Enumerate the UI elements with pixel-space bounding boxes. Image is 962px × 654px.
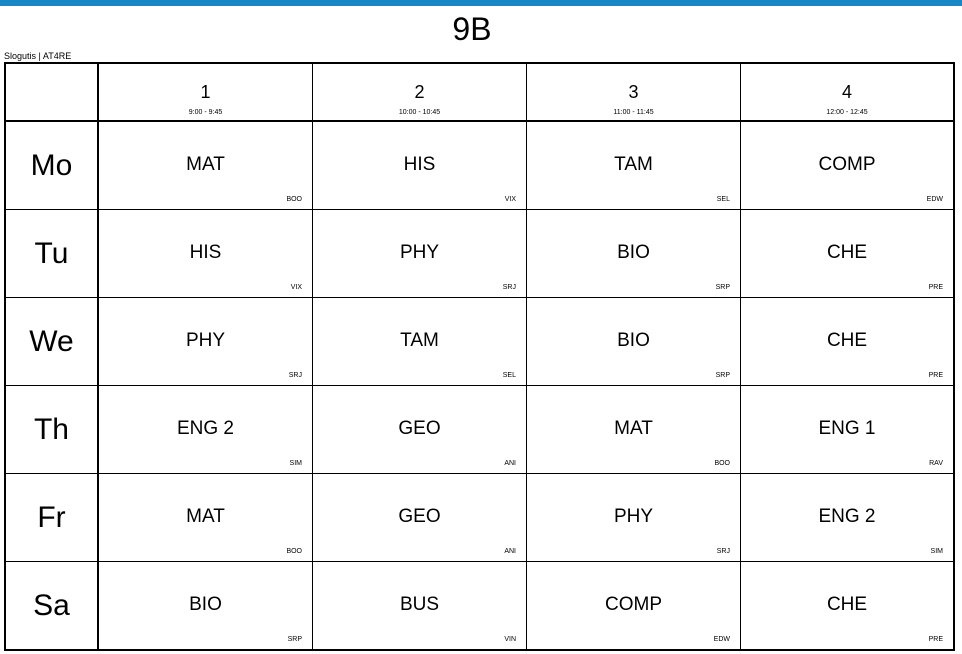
teacher-code: VIN bbox=[504, 636, 516, 643]
top-accent-bar bbox=[0, 0, 962, 6]
page-title: 9B bbox=[452, 11, 492, 47]
subject-label: BIO bbox=[617, 330, 650, 351]
lesson-cell bbox=[527, 210, 741, 298]
period-number: 1 bbox=[200, 82, 211, 102]
subject-label: HIS bbox=[403, 154, 436, 175]
subject-label: COMP bbox=[818, 154, 876, 175]
subject-label: PHY bbox=[613, 506, 654, 527]
teacher-code: SRP bbox=[287, 636, 302, 643]
subject-label: TAM bbox=[400, 330, 439, 351]
lesson-cell bbox=[313, 474, 527, 562]
teacher-code: SEL bbox=[502, 372, 516, 379]
day-label-cell bbox=[6, 122, 99, 210]
app-label: Slogutis | AT4RE bbox=[4, 51, 72, 61]
period-time: 12:00 - 12:45 bbox=[826, 109, 868, 116]
day-label: Mo bbox=[30, 148, 73, 182]
lesson-cell bbox=[99, 474, 313, 562]
teacher-code: ANI bbox=[504, 548, 516, 555]
teacher-code: PRE bbox=[928, 636, 943, 643]
day-label-cell bbox=[6, 562, 99, 649]
lesson-cell bbox=[527, 122, 741, 210]
period-number: 3 bbox=[628, 82, 639, 102]
lesson-cell bbox=[99, 122, 313, 210]
lesson-cell bbox=[313, 386, 527, 474]
subject-label: BIO bbox=[617, 242, 650, 263]
subject-label: CHE bbox=[826, 242, 868, 263]
subject-label: ENG 2 bbox=[176, 418, 235, 439]
lesson-cell bbox=[99, 210, 313, 298]
teacher-code: SRP bbox=[715, 372, 730, 379]
lesson-cell bbox=[527, 386, 741, 474]
day-label: We bbox=[29, 324, 74, 358]
teacher-code: VIX bbox=[504, 196, 516, 203]
period-time: 11:00 - 11:45 bbox=[613, 109, 654, 116]
subject-label: GEO bbox=[398, 506, 441, 527]
subject-label: MAT bbox=[186, 154, 225, 175]
period-header-4 bbox=[741, 64, 953, 122]
subject-label: HIS bbox=[189, 242, 222, 263]
teacher-code: EDW bbox=[926, 196, 943, 203]
day-label-cell bbox=[6, 474, 99, 562]
teacher-code: BOO bbox=[286, 548, 302, 555]
period-header-1 bbox=[99, 64, 313, 122]
day-label: Th bbox=[33, 412, 69, 446]
lesson-cell bbox=[741, 298, 953, 386]
teacher-code: EDW bbox=[713, 636, 730, 643]
lesson-cell bbox=[741, 386, 953, 474]
subject-label: BIO bbox=[189, 594, 222, 615]
subject-label: TAM bbox=[614, 154, 653, 175]
lesson-cell bbox=[99, 386, 313, 474]
day-label-cell bbox=[6, 210, 99, 298]
period-time: 10:00 - 10:45 bbox=[398, 109, 441, 116]
teacher-code: SRP bbox=[715, 284, 730, 291]
teacher-code: BOO bbox=[286, 196, 302, 203]
subject-label: ENG 1 bbox=[818, 418, 876, 439]
lesson-cell bbox=[527, 298, 741, 386]
teacher-code: BOO bbox=[714, 460, 730, 467]
subject-label: MAT bbox=[614, 418, 653, 439]
period-number: 4 bbox=[841, 82, 852, 102]
teacher-code: SRJ bbox=[502, 284, 516, 291]
lesson-cell bbox=[741, 122, 953, 210]
teacher-code: SRJ bbox=[288, 372, 302, 379]
timetable-grid bbox=[4, 62, 955, 651]
lesson-cell bbox=[741, 474, 953, 562]
lesson-cell bbox=[741, 562, 953, 649]
lesson-cell bbox=[527, 474, 741, 562]
teacher-code: SEL bbox=[716, 196, 730, 203]
subject-label: PHY bbox=[399, 242, 440, 263]
period-number: 2 bbox=[414, 82, 425, 102]
subject-label: CHE bbox=[826, 594, 868, 615]
lesson-cell bbox=[527, 562, 741, 649]
subject-label: MAT bbox=[186, 506, 225, 527]
subject-label: COMP bbox=[605, 594, 662, 615]
lesson-cell bbox=[313, 210, 527, 298]
lesson-cell bbox=[99, 298, 313, 386]
teacher-code: VIX bbox=[290, 284, 302, 291]
period-header-2 bbox=[313, 64, 527, 122]
day-label: Fr bbox=[37, 500, 66, 534]
teacher-code: SRJ bbox=[716, 548, 730, 555]
day-label: Sa bbox=[33, 588, 70, 622]
day-label-cell bbox=[6, 298, 99, 386]
day-label-cell bbox=[6, 386, 99, 474]
period-header-3 bbox=[527, 64, 741, 122]
subject-label: PHY bbox=[185, 330, 226, 351]
teacher-code: RAV bbox=[929, 460, 943, 467]
lesson-cell bbox=[313, 122, 527, 210]
teacher-code: PRE bbox=[928, 284, 943, 291]
corner-cell bbox=[6, 64, 99, 122]
lesson-cell bbox=[313, 298, 527, 386]
teacher-code: ANI bbox=[504, 460, 516, 467]
lesson-cell bbox=[313, 562, 527, 649]
subject-label: CHE bbox=[826, 330, 868, 351]
day-label: Tu bbox=[34, 236, 69, 270]
teacher-code: SIM bbox=[930, 548, 943, 555]
lesson-cell bbox=[741, 210, 953, 298]
subject-label: ENG 2 bbox=[818, 506, 876, 527]
subject-label: GEO bbox=[398, 418, 441, 439]
teacher-code: PRE bbox=[928, 372, 943, 379]
period-time: 9:00 - 9:45 bbox=[188, 109, 223, 116]
lesson-cell bbox=[99, 562, 313, 649]
subject-label: BUS bbox=[399, 594, 440, 615]
teacher-code: SIM bbox=[289, 460, 302, 467]
